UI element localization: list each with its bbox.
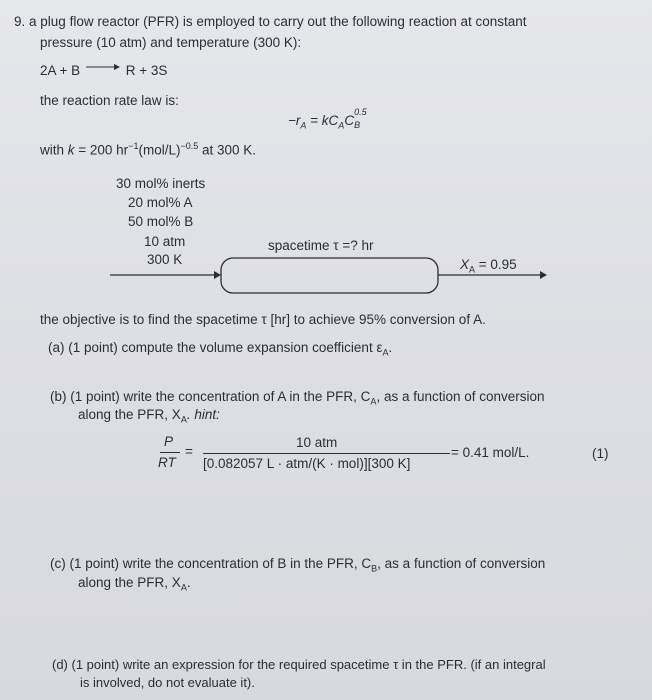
- part-a-sub: A: [382, 347, 389, 358]
- intro-text-1: a plug flow reactor (PFR) is employed to carry out the following reaction at constant: [29, 14, 527, 29]
- part-b-text2: along the PFR, X: [78, 407, 181, 422]
- rate-law-lhs: −r: [288, 113, 301, 128]
- frac-line-p-rt: [160, 452, 180, 453]
- spacetime-label: spacetime τ =? hr: [268, 238, 374, 253]
- rate-law-cb-sub: B: [354, 120, 361, 130]
- conversion-var: X: [460, 257, 470, 272]
- part-c-line1: [50, 556, 545, 574]
- part-c-sub2: A: [180, 582, 187, 593]
- part-d-text1: (1 point) write an expression for the required spacetime τ in the PFR. (if an integral: [71, 657, 546, 672]
- reaction-lhs: 2A + B: [40, 63, 81, 78]
- reaction-rhs: R + 3S: [125, 63, 168, 78]
- outlet-stream-arrow-icon: [438, 271, 547, 279]
- part-c-text2: along the PFR, X: [78, 575, 181, 590]
- part-c-end2: .: [186, 575, 191, 590]
- conversion-value: = 0.95: [475, 257, 517, 272]
- k-var: k: [67, 142, 75, 158]
- problem-number: 9.: [14, 14, 26, 29]
- part-b-sub1: A: [370, 396, 377, 407]
- part-d-line2: is involved, do not evaluate it).: [80, 675, 255, 690]
- frac-denominator: [0.082057 L · atm/(K · mol)][300 K]: [203, 456, 411, 471]
- part-c-line2: [78, 575, 191, 593]
- frac-equals: =: [185, 444, 193, 459]
- part-c-sub1: B: [371, 563, 378, 574]
- frac-line-main: [203, 453, 450, 454]
- feed-inerts: 30 mol% inerts: [116, 176, 206, 191]
- objective-text: the objective is to find the spacetime τ [hr] to achieve 95% conversion of A.: [40, 312, 486, 327]
- part-d-label: (d): [52, 657, 68, 672]
- k-exp2: −0.5: [180, 141, 199, 151]
- part-b-text1: (1 point) write the concentration of A in the PFR, C: [70, 389, 371, 404]
- rate-law-cb: C: [344, 113, 355, 128]
- frac-p: P: [164, 434, 174, 449]
- k-prefix: with: [40, 142, 68, 158]
- part-c-end1: , as a function of conversion: [377, 556, 546, 571]
- pfr-reactor-tube: [221, 258, 438, 293]
- intro-text-2: pressure (10 atm) and temperature (300 K):: [40, 35, 302, 50]
- rate-law-eq: = kC: [306, 113, 339, 128]
- conversion-sub: A: [469, 264, 476, 275]
- equation-number: (1): [592, 446, 609, 461]
- k-exp1: −1: [128, 141, 139, 151]
- feed-b: 50 mol% B: [128, 214, 194, 229]
- k-units: (mol/L): [138, 142, 181, 158]
- part-b-sub2: A: [180, 414, 187, 425]
- inlet-stream-arrow-icon: [110, 271, 221, 279]
- part-b-label: (b): [50, 389, 67, 404]
- part-b-end1: , as a function of conversion: [376, 389, 545, 404]
- part-c-text1: (1 point) write the concentration of B in the PFR, C: [69, 556, 372, 571]
- part-c-label: (c): [50, 556, 66, 571]
- rate-law-ca-sub: A: [338, 120, 345, 131]
- feed-pressure: 10 atm: [144, 234, 186, 249]
- rate-law-cb-sup: 0.5: [354, 107, 367, 117]
- rate-law-intro: the reaction rate law is:: [40, 93, 179, 108]
- part-b-end2: . hint:: [186, 407, 220, 422]
- frac-rt: RT: [158, 455, 176, 470]
- k-value: = 200 hr: [74, 142, 129, 158]
- frac-result: = 0.41 mol/L.: [451, 445, 530, 460]
- k-suffix: at 300 K.: [198, 142, 257, 158]
- feed-a: 20 mol% A: [128, 195, 193, 210]
- part-b-line2: [78, 407, 220, 425]
- part-a-text: (1 point) compute the volume expansion coefficient ε: [68, 340, 383, 355]
- part-a: [48, 340, 392, 358]
- part-d-line1: [52, 657, 546, 673]
- rate-law-lhs-sub: A: [300, 120, 307, 131]
- part-a-label: (a): [48, 340, 65, 355]
- feed-temperature: 300 K: [147, 252, 183, 267]
- frac-numerator: 10 atm: [296, 435, 338, 450]
- part-b-line1: [50, 389, 545, 407]
- part-a-end: .: [388, 340, 393, 355]
